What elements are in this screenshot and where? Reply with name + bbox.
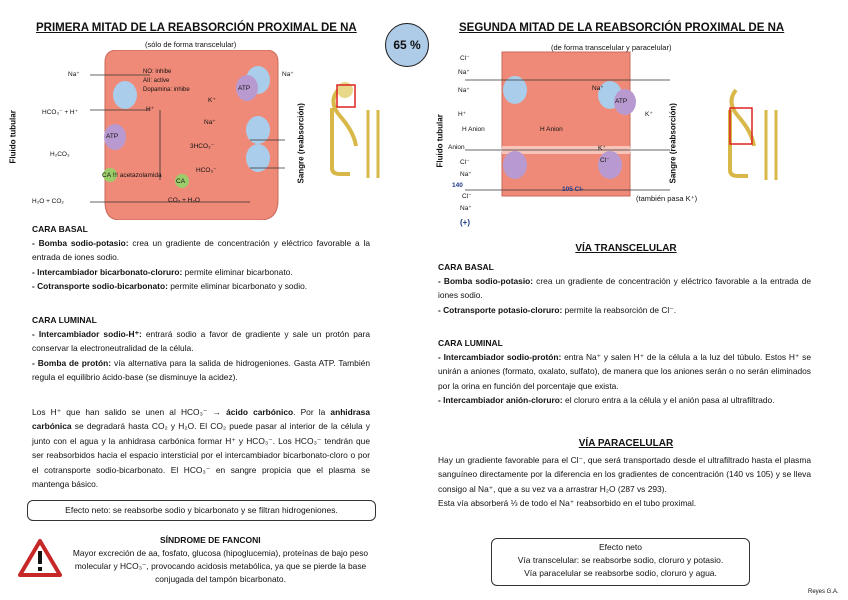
left-title: PRIMERA MITAD DE LA REABSORCIÓN PROXIMAL DE NA (36, 22, 357, 34)
r-lbl-anion: Anion (448, 144, 465, 151)
right-luminal-item-1: - Intercambiador sodio-protón: entra Na⁺ y salen H⁺ de la célula a la luz del túbulo. Estos H⁺ se unirán a aniones (formato, oxalato, sulfato), de manera que los aniones serán o no serán eliminados por la orina en función del porcentaje que exista. (438, 352, 811, 391)
r-lbl-cl2: Cl⁻ (460, 159, 470, 166)
right-cell-svg (440, 50, 785, 235)
right-subtitle: (de forma transcelular y paracelular) (551, 43, 672, 52)
lbl-ca: CA (176, 178, 186, 185)
right-diagram (440, 50, 785, 235)
right-title: SEGUNDA MITAD DE LA REABSORCIÓN PROXIMAL DE NA (459, 22, 785, 34)
right-effect-line-1: Vía transcelular: se reabsorbe sodio, cloruro y potasio. (517, 555, 724, 565)
percent-badge: 65 % (385, 23, 429, 67)
r-lbl-cl3: Cl⁻ (462, 193, 472, 200)
lbl-regulation-notes: NO: inhibe AII: active Dopamina: inhibe (143, 69, 190, 93)
r-lbl-na-r1: Na⁺ (592, 85, 604, 92)
left-basal-item-3: - Cotransporte sodio-bicarbonato: permite eliminar bicarbonato y sodio. (32, 281, 308, 292)
right-effect-line-2: Vía paracelular se reabsorbe sodio, cloruro y agua. (524, 568, 717, 578)
via-paracelular-title: VÍA PARACELULAR (578, 438, 674, 449)
left-carbonic-paragraph: Los H⁺ que han salido se unen al HCO₃⁻ → ácido carbónico. Por la anhidrasa carbónica se degradará hasta CO₂ y H₂O. El CO₂ puede pasar al interior de la célula y junto con el agua y la anhidrasa carbónica formar H⁺ y HCO₃⁻. Los HCO₃⁻ tendrán que ser reabsorbidos hacia el espacio intersticial por el intercambiador bicarbonato-cloro o por el cotransporte sodio-bicarbonato. El HCO₃⁻ en sangre propicia que el plasma se mantenga básico. (32, 407, 370, 490)
r-lbl-h-anion-l: H Anion (462, 126, 485, 133)
lbl-h-mid: H⁺ (146, 106, 155, 113)
r-lbl-h-anion-r: H Anion (540, 126, 563, 133)
r-lbl-h1: H⁺ (458, 111, 467, 118)
left-cara-basal-title: CARA BASAL (32, 224, 88, 234)
r-lbl-na2: Na⁺ (458, 87, 470, 94)
right-side-blood: Sangre (reabsorción) (668, 103, 678, 184)
warning-icon (18, 538, 62, 578)
lbl-3hco3: 3HCO₃⁻ (190, 143, 215, 150)
lbl-atp-l: ATP (106, 133, 119, 140)
right-luminal-item-2: - Intercambiador anión-cloruro: el cloruro entra a la célula y el anión pasa al ultrafiltrado. (438, 395, 775, 406)
lbl-ca-note: CA !!! acetazolamida (102, 172, 162, 179)
right-effect-box (491, 538, 750, 586)
lbl-co2-h2o: CO₂ + H₂O (168, 197, 200, 204)
right-basal-item-1: - Bomba sodio-potasio: crea un gradiente de concentración y eléctrico favorable a la entrada de iones sodio. (438, 276, 812, 301)
r-lbl-atp: ATP (615, 98, 628, 105)
right-effect-title: Efecto neto (598, 542, 642, 552)
lbl-hco3-h: HCO₃⁻ + H⁺ (42, 109, 79, 116)
lbl-atp-r: ATP (238, 85, 251, 92)
left-basal-item-1: - Bomba sodio-potasio: crea un gradiente de concentración y eléctrico favorable a la entrada de iones sodio. (32, 238, 371, 263)
r-lbl-105cl: 105 Cl- (562, 186, 584, 193)
right-cara-luminal-title: CARA LUMINAL (438, 338, 503, 348)
via-paracelular-text-2: Esta vía absorberá ⅓ de todo el Na⁺ reabsorbido en el tubo proximal. (438, 498, 697, 509)
right-cara-basal-title: CARA BASAL (438, 262, 494, 272)
r-lbl-140: 140 (452, 182, 463, 189)
r-lbl-na1: Na⁺ (458, 69, 470, 76)
left-luminal-item-1: - Intercambiador sodio-H⁺: entrará sodio a favor de gradiente y sale un protón para conservar la electroneutralidad de la célula. (32, 329, 371, 354)
r-lbl-plus: (+) (460, 218, 470, 227)
left-side-tubular: Fluido tubular (8, 110, 18, 164)
via-paracelular-text-1: Hay un gradiente favorable para el Cl⁻, que será transportado desde el ultrafiltrado hasta el plasma sanguíneo directamente por la diferencia en los gradientes de concentración (140 vs 105) y se lleva consigo al Na⁺, que a su vez va a arrastrar H₂O (287 vs 293). (438, 455, 811, 494)
left-side-blood: Sangre (reabsorción) (296, 103, 306, 184)
via-transcelular-title: VÍA TRANSCELULAR (575, 243, 677, 254)
right-basal-item-2: - Cotransporte potasio-cloruro: permite la reabsorción de Cl⁻. (438, 304, 677, 315)
right-basal-list (438, 274, 811, 317)
right-luminal-list (438, 350, 811, 408)
left-luminal-item-2: - Bomba de protón: vía alternativa para la salida de hidrogeniones. Gasta ATP. También regula el equilibrio ácido-base (se disminuye la acidez). (32, 357, 370, 383)
left-basal-list (32, 236, 370, 294)
r-lbl-na3: Na⁺ (460, 171, 472, 178)
lbl-na-tr: Na⁺ (282, 71, 294, 78)
left-subtitle: (sólo de forma transcelular) (145, 40, 237, 49)
left-basal-item-2: - Intercambiador bicarbonato-cloruro: permite eliminar bicarbonato. (32, 266, 293, 277)
left-effect-text: Efecto neto: se reabsorbe sodio y bicarbonato y se filtran hidrogeniones. (65, 505, 338, 515)
r-lbl-k2: K⁺ (598, 145, 606, 152)
fanconi-text: Mayor excreción de aa, fosfato, glucosa (hipoglucemia), proteínas de bajo peso molecular y HCO₃⁻, provocando acidosis metabólica, ya que se pierde la base conjugada del tampón bicarbonato. (72, 548, 369, 584)
right-side-tubular: Fluido tubular (435, 114, 445, 168)
r-lbl-k1: K⁺ (645, 111, 653, 118)
left-cara-luminal-title: CARA LUMINAL (32, 315, 97, 325)
lbl-na-r2: Na⁺ (204, 119, 216, 126)
lbl-h2co3: H₂CO₃ (50, 151, 70, 158)
r-lbl-tambien: (también pasa K⁺) (636, 194, 698, 203)
lbl-h2o-co2: H₂O + CO₂ (32, 198, 64, 205)
r-lbl-cl-r: Cl⁻ (600, 157, 610, 164)
left-luminal-list (32, 327, 370, 385)
left-effect-box (27, 500, 376, 521)
lbl-hco3-r: HCO₃⁻ (196, 167, 217, 174)
r-lbl-na4: Na⁺ (460, 205, 472, 212)
left-diagram (10, 50, 390, 220)
fanconi-title: SÍNDROME DE FANCONI (160, 535, 261, 545)
via-paracelular-text (438, 453, 811, 511)
lbl-k: K⁺ (208, 97, 216, 104)
left-cell-svg (10, 50, 390, 220)
lbl-na-tl: Na⁺ (68, 71, 80, 78)
r-lbl-cl1: Cl⁻ (460, 55, 470, 62)
author: Reyes G.A. (808, 589, 839, 595)
